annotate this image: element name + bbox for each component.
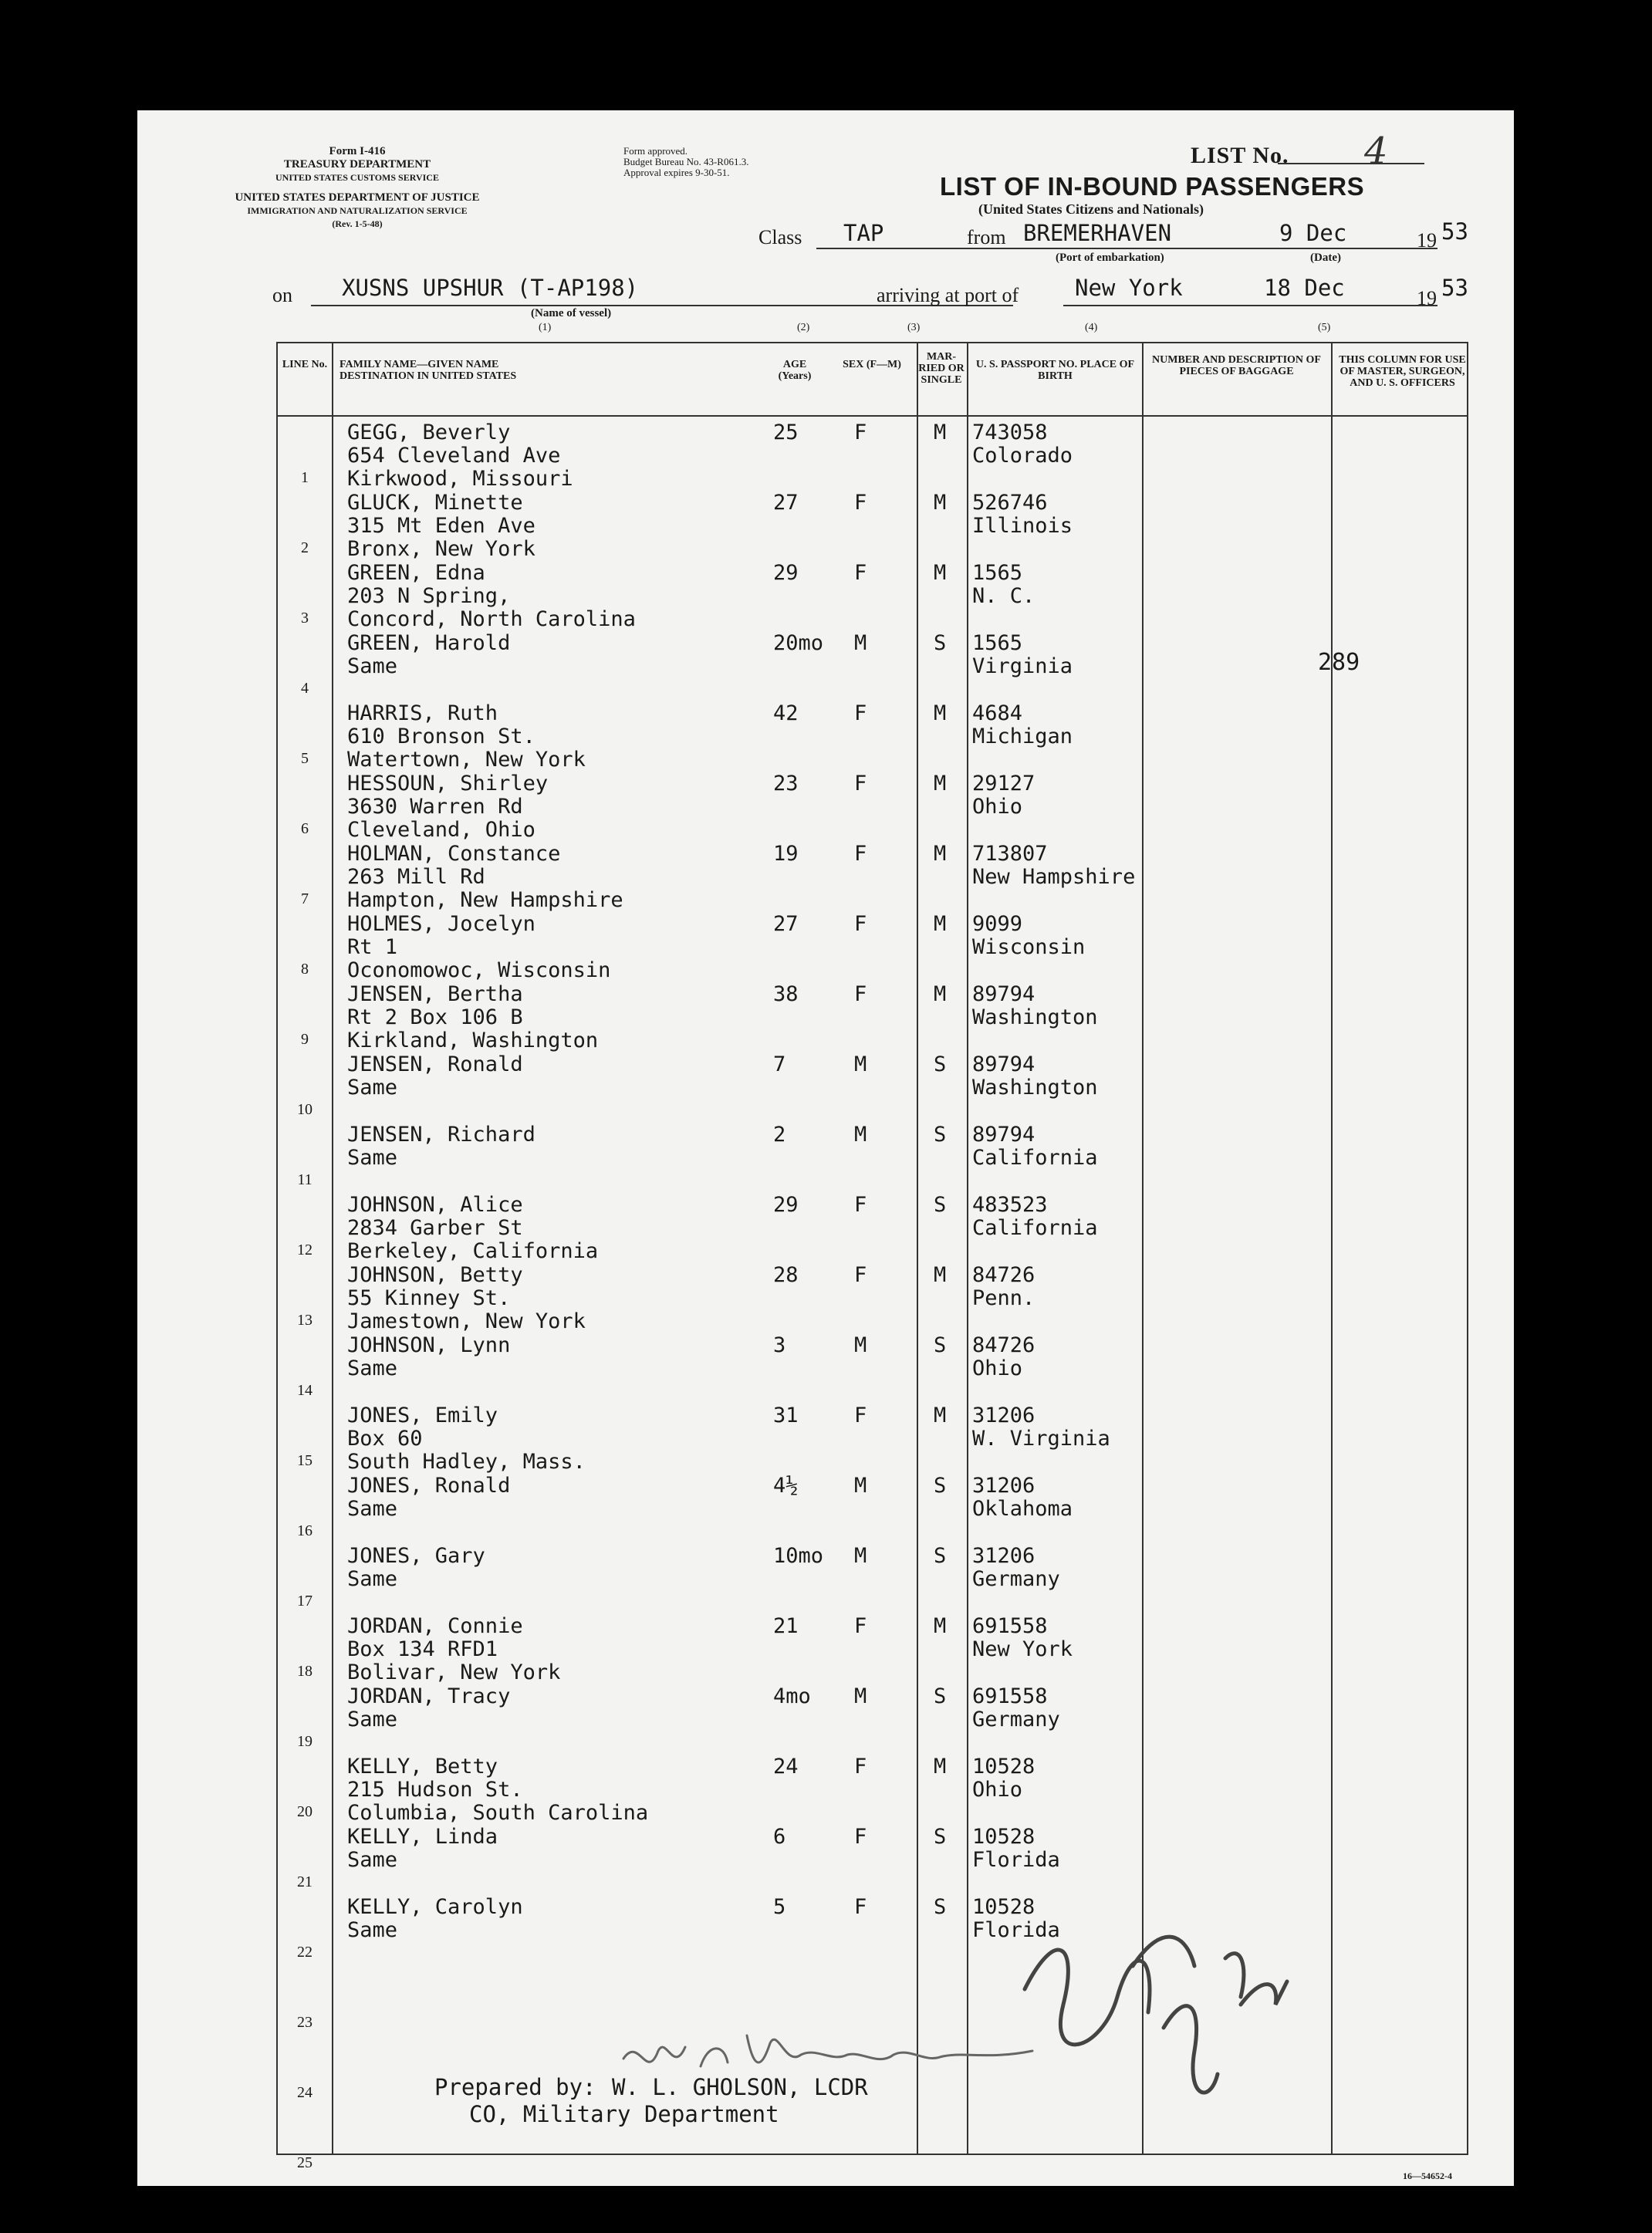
place-of-birth: Virginia [972,654,1073,678]
passenger-address: Box 134 RFD1 [347,1637,498,1661]
passenger-city: Concord, North Carolina [347,607,636,631]
passenger-name: JORDAN, Tracy [347,1684,511,1708]
passenger-sex: M [854,1684,867,1708]
passenger-name: JONES, Emily [347,1404,498,1427]
passenger-address: Same [347,1076,398,1100]
passenger-city: Watertown, New York [347,748,586,772]
place-of-birth: California [972,1146,1098,1170]
passenger-age: 19 [773,842,799,866]
place-of-birth: Ohio [972,795,1023,819]
line-number: 20 [297,1803,312,1820]
table-row [278,1539,1470,1609]
passport-number: 691558 [972,1684,1048,1708]
passport-number: 89794 [972,982,1035,1006]
passenger-age: 24 [773,1755,799,1779]
passenger-address: Same [347,654,398,678]
col-passport: U. S. PASSPORT NO. PLACE OF BIRTH [975,359,1135,382]
table-row [278,485,1470,561]
passport-number: 1565 [972,561,1023,585]
passenger-age: 27 [773,491,799,515]
form-title: LIST OF IN-BOUND PASSENGERS [940,172,1365,201]
col-num: (5) [1318,322,1331,333]
line-number: 24 [297,2084,312,2101]
passenger-age: 2 [773,1123,786,1147]
passenger-marital-status: S [934,1544,947,1568]
passenger-marital-status: M [934,772,947,796]
passenger-sex: F [854,1404,867,1427]
passenger-sex: M [854,631,867,655]
table-row [278,1258,1470,1333]
passenger-address: 315 Mt Eden Ave [347,514,535,538]
table-row [278,1398,1470,1474]
line-number: 14 [297,1382,312,1399]
passenger-address: 215 Hudson St. [347,1778,523,1802]
passenger-sex: F [854,561,867,585]
passenger-city: Kirkland, Washington [347,1029,599,1052]
place-of-birth: Michigan [972,725,1073,748]
table-row [278,977,1470,1052]
passenger-address: 203 N Spring, [347,584,511,608]
passenger-marital-status: S [934,1052,947,1076]
passport-number: 1565 [972,631,1023,655]
passenger-name: JONES, Ronald [347,1474,511,1498]
table-row [278,1749,1470,1825]
passenger-address: Same [347,1567,398,1591]
passenger-marital-status: S [934,1825,947,1849]
passenger-sex: F [854,701,867,725]
passenger-age: 4mo [773,1684,811,1708]
passenger-sex: M [854,1544,867,1568]
passport-number: 29127 [972,772,1035,796]
class-label: Class [758,226,802,248]
passenger-marital-status: M [934,842,947,866]
table-row [278,626,1470,696]
passport-number: 691558 [972,1614,1048,1638]
passenger-age: 10mo [773,1544,824,1568]
passenger-name: JONES, Gary [347,1544,485,1568]
col-baggage: NUMBER AND DESCRIPTION OF PIECES OF BAGGAGE [1152,354,1321,377]
passenger-age: 23 [773,772,799,796]
passenger-city: Kirkwood, Missouri [347,467,573,491]
passenger-address: 2834 Garber St [347,1216,523,1240]
passenger-city: South Hadley, Mass. [347,1450,586,1474]
col-name: FAMILY NAME—GIVEN NAME DESTINATION IN UNITED STATES [340,359,517,382]
passenger-name: JOHNSON, Alice [347,1193,523,1217]
passenger-sex: F [854,491,867,515]
passenger-age: 5 [773,1895,786,1919]
table-row [278,1609,1470,1684]
passenger-name: HESSOUN, Shirley [347,772,549,796]
passenger-name: GEGG, Beverly [347,421,511,444]
passenger-marital-status: S [934,1895,947,1919]
line-number: 25 [297,2154,312,2171]
passenger-city: Cleveland, Ohio [347,818,535,842]
date-caption: (Date) [1310,252,1341,264]
place-of-birth: Oklahoma [972,1497,1073,1521]
arrival-date: 18 Dec [1264,275,1345,301]
passenger-address: Rt 1 [347,935,398,959]
passenger-address: 3630 Warren Rd [347,795,523,819]
table-row [278,766,1470,842]
passenger-name: JORDAN, Connie [347,1614,523,1638]
line-number: 18 [297,1663,312,1680]
passenger-name: GREEN, Harold [347,631,511,655]
table-row [278,1047,1470,1117]
line-number: 1 [301,469,309,486]
place-of-birth: Ohio [972,1778,1023,1802]
passenger-sex: F [854,1193,867,1217]
place-of-birth: Florida [972,1848,1060,1872]
passenger-sex: F [854,772,867,796]
passenger-sex: M [854,1333,867,1357]
passenger-city: Bolivar, New York [347,1660,561,1684]
passenger-address: Same [347,1146,398,1170]
col-num: (4) [1085,322,1098,333]
passenger-address: 610 Bronson St. [347,725,535,748]
line-number: 16 [297,1522,312,1539]
embark-year: 53 [1441,218,1468,245]
embark-caption: (Port of embarkation) [1056,252,1164,264]
date-line [1248,248,1437,249]
year-prefix: 19 [1417,229,1437,252]
passport-number: 526746 [972,491,1048,515]
passenger-age: 3 [773,1333,786,1357]
line-number: 11 [297,1171,312,1188]
line-number: 22 [297,1944,312,1961]
place-of-birth: N. C. [972,584,1035,608]
passenger-name: KELLY, Linda [347,1825,498,1849]
passenger-sex: F [854,982,867,1006]
passenger-marital-status: S [934,1474,947,1498]
passport-number: 84726 [972,1333,1035,1357]
approval-line: Approval expires 9-30-51. [623,167,730,178]
passenger-city: Hampton, New Hampshire [347,888,623,912]
passenger-sex: F [854,842,867,866]
prepared-by-name: W. L. GHOLSON, LCDR [612,2074,868,2100]
passport-number: 713807 [972,842,1048,866]
place-of-birth: Germany [972,1708,1060,1731]
place-of-birth: New York [972,1637,1073,1661]
table-row [278,1679,1470,1749]
list-no-line [1278,163,1424,164]
vessel-name: XUSNS UPSHUR (T-AP198) [342,275,639,301]
passenger-sex: F [854,1614,867,1638]
line-number: 12 [297,1241,312,1258]
line-number: 6 [301,820,309,837]
passenger-address: Rt 2 Box 106 B [347,1005,523,1029]
line-number: 4 [301,680,309,697]
passport-number: 9099 [972,912,1023,936]
passenger-sex: M [854,1474,867,1498]
passenger-address: Box 60 [347,1427,423,1451]
passenger-age: 38 [773,982,799,1006]
passenger-marital-status: M [934,701,947,725]
passenger-name: HOLMAN, Constance [347,842,561,866]
passenger-age: 7 [773,1052,786,1076]
passenger-city: Bronx, New York [347,537,535,561]
handwritten-signature [1009,1850,1302,2128]
passenger-sex: F [854,1263,867,1287]
line-number: 8 [301,961,309,978]
revision: (Rev. 1-5-48) [332,218,383,229]
passport-number: 31206 [972,1404,1035,1427]
passenger-city: Berkeley, California [347,1239,599,1263]
passport-number: 10528 [972,1755,1035,1779]
passenger-list-form [137,110,1514,2186]
passport-number: 743058 [972,421,1048,444]
passenger-name: KELLY, Betty [347,1755,498,1779]
passenger-address: 55 Kinney St. [347,1286,511,1310]
passenger-sex: F [854,912,867,936]
list-no-label: LIST No. [1191,143,1289,168]
on-label: on [272,284,292,306]
passport-number: 4684 [972,701,1023,725]
line-number: 10 [297,1101,312,1118]
passenger-marital-status: M [934,421,947,444]
passenger-city: Columbia, South Carolina [347,1801,649,1825]
place-of-birth: Illinois [972,514,1073,538]
passport-number: 84726 [972,1263,1035,1287]
class-value: TAP [843,220,884,246]
passenger-city: Jamestown, New York [347,1309,586,1333]
arriving-label: arriving at port of [877,284,1019,306]
place-of-birth: Washington [972,1005,1098,1029]
col-num: (2) [797,322,810,333]
col-age: AGE (Years) [778,359,812,382]
passenger-address: Same [347,1848,398,1872]
place-of-birth: New Hampshire [972,865,1136,889]
passport-number: 483523 [972,1193,1048,1217]
place-of-birth: Washington [972,1076,1098,1100]
form-number: Form I-416 [329,145,386,157]
form-subtitle: (United States Citizens and Nationals) [978,201,1204,217]
embark-date: 9 Dec [1279,220,1347,246]
line-number: 13 [297,1312,312,1329]
passenger-marital-status: S [934,1123,947,1147]
place-of-birth: Florida [972,1918,1060,1942]
line-number: 15 [297,1452,312,1469]
treasury-dept: TREASURY DEPARTMENT [283,158,431,171]
line-number: 2 [301,539,309,556]
table-row [278,836,1470,912]
place-of-birth: Germany [972,1567,1060,1591]
passenger-sex: F [854,1895,867,1919]
arrival-port: New York [1075,275,1183,301]
place-of-birth: California [972,1216,1098,1240]
place-of-birth: Penn. [972,1286,1035,1310]
passenger-sex: M [854,1123,867,1147]
col-married: MAR-RIED OR SINGLE [918,351,965,386]
table-row [278,1187,1470,1263]
col-num: (3) [907,322,921,333]
line-number: 21 [297,1873,312,1890]
prepared-by-label: Prepared by: [434,2074,596,2100]
passenger-name: GLUCK, Minette [347,491,523,515]
port-line [1063,305,1437,306]
passenger-age: 25 [773,421,799,444]
passport-number: 31206 [972,1544,1035,1568]
passenger-sex: F [854,1825,867,1849]
passenger-sex: F [854,1755,867,1779]
passenger-marital-status: M [934,561,947,585]
passenger-address: Same [347,1356,398,1380]
passenger-address: Same [347,1708,398,1731]
passenger-name: JOHNSON, Betty [347,1263,523,1287]
place-of-birth: Ohio [972,1356,1023,1380]
passenger-name: HOLMES, Jocelyn [347,912,535,936]
passport-number: 31206 [972,1474,1035,1498]
passport-number: 89794 [972,1052,1035,1076]
place-of-birth: W. Virginia [972,1427,1110,1451]
passenger-name: KELLY, Carolyn [347,1895,523,1919]
passenger-city: Oconomowoc, Wisconsin [347,958,611,982]
year-prefix: 19 [1417,287,1437,309]
from-value: BREMERHAVEN [1023,220,1172,246]
passenger-age: 42 [773,701,799,725]
passenger-marital-status: S [934,631,947,655]
footer-code: 16—54652-4 [1403,2171,1452,2181]
line-number: 19 [297,1733,312,1750]
passenger-address: 654 Cleveland Ave [347,444,561,468]
passport-number: 10528 [972,1825,1035,1849]
col-officers: THIS COLUMN FOR USE OF MASTER, SURGEON, AND U. S. OFFICERS [1339,354,1466,389]
line-number: 5 [301,750,309,767]
passport-number: 89794 [972,1123,1035,1147]
passport-number: 10528 [972,1895,1035,1919]
passenger-address: Same [347,1918,398,1942]
passenger-name: JENSEN, Ronald [347,1052,523,1076]
passenger-sex: F [854,421,867,444]
passenger-marital-status: S [934,1333,947,1357]
place-of-birth: Colorado [972,444,1073,468]
list-no-value: 4 [1364,130,1388,173]
line-number: 7 [301,890,309,907]
passenger-marital-status: M [934,1755,947,1779]
passenger-age: 6 [773,1825,786,1849]
approval-block [623,146,748,178]
vessel-caption: (Name of vessel) [531,307,612,319]
passenger-age: 4½ [773,1474,799,1498]
table-row [278,907,1470,982]
passenger-age: 31 [773,1404,799,1427]
passenger-marital-status: M [934,1263,947,1287]
table-row [278,415,1470,491]
passenger-marital-status: M [934,982,947,1006]
passenger-age: 27 [773,912,799,936]
passenger-marital-status: S [934,1193,947,1217]
col-line-no: LINE No. [282,359,328,370]
passenger-name: GREEN, Edna [347,561,485,585]
justice-dept: UNITED STATES DEPARTMENT OF JUSTICE [235,191,480,204]
col-sex: SEX (F—M) [843,359,901,370]
table-row [278,1468,1470,1539]
passenger-marital-status: M [934,1614,947,1638]
place-of-birth: Wisconsin [972,935,1086,959]
passenger-marital-status: M [934,1404,947,1427]
passenger-marital-status: M [934,491,947,515]
line-number: 9 [301,1031,309,1048]
prepared-by-title: CO, Military Department [469,2101,779,2127]
line-number: 17 [297,1593,312,1610]
from-label: from [967,226,1006,248]
passenger-marital-status: S [934,1684,947,1708]
passenger-age: 29 [773,561,799,585]
passenger-age: 21 [773,1614,799,1638]
passenger-name: JENSEN, Bertha [347,982,523,1006]
passenger-age: 28 [773,1263,799,1287]
line-number: 3 [301,610,309,627]
arrival-year: 53 [1441,275,1468,301]
passenger-address: Same [347,1497,398,1521]
approval-line: Budget Bureau No. 43-R061.3. [623,156,749,167]
officer-note: 289 [1318,649,1360,676]
passenger-address: 263 Mill Rd [347,865,485,889]
passenger-name: JENSEN, Richard [347,1123,535,1147]
passenger-age: 20mo [773,631,824,655]
col-num: (1) [539,322,552,333]
passenger-sex: M [854,1052,867,1076]
passenger-name: JOHNSON, Lynn [347,1333,511,1357]
table-row [278,556,1470,631]
line-number: 23 [297,2014,312,2031]
table-row [278,1117,1470,1187]
passenger-name: HARRIS, Ruth [347,701,498,725]
approval-line: Form approved. [623,145,688,157]
ins-service: IMMIGRATION AND NATURALIZATION SERVICE [247,205,468,216]
table-row [278,1328,1470,1398]
passenger-marital-status: M [934,912,947,936]
customs-service: UNITED STATES CUSTOMS SERVICE [275,172,439,183]
table-row [278,696,1470,772]
passenger-age: 29 [773,1193,799,1217]
